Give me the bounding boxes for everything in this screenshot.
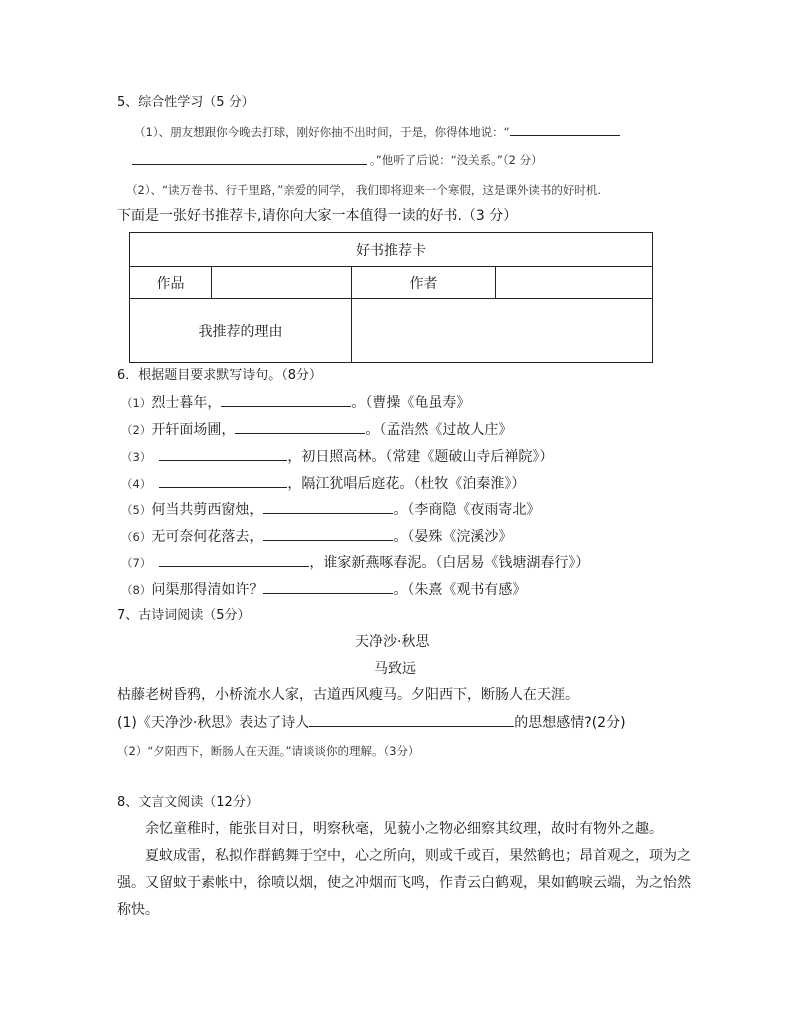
q6-item [121, 446, 553, 467]
poem-text: 枯藤老树昏鸦，小桥流水人家，古道西风瘦马。夕阳西下，断肠人在天涯。 [117, 687, 579, 703]
q6-item-blank[interactable] [159, 473, 287, 488]
q6-item [121, 473, 525, 494]
q6-item-after: 。（晏殊《浣溪沙》 [393, 529, 513, 545]
q8-para2-line2: 强。又留蚊于素帐中，徐喷以烟，使之冲烟而飞鸣，作青云白鹤观，果如鹤唳云端，为之怡然 [117, 875, 691, 891]
q6-item-after: ，谁家新燕啄春泥。（白居易《钱塘湖春行》） [309, 555, 590, 571]
q6-item-num: （6） [121, 530, 152, 544]
card-reason-label: 我推荐的理由 [130, 299, 352, 363]
q6-item-blank[interactable] [263, 579, 393, 594]
q6-item [121, 579, 526, 600]
q8-para2-line1: 夏蚊成雷，私拟作群鹤舞于空中，心之所向，则或千或百，果然鹤也；昂首观之，项为之 [145, 848, 691, 864]
q5-sub2-cont: 下面是一张好书推荐卡,请你向大家一本值得一读的好书.（3 分） [117, 208, 518, 224]
q8-para2-line3: 称快。 [117, 902, 159, 918]
q7-sub1-blank[interactable] [309, 712, 514, 727]
q5-title: 5、综合性学习（5 分） [117, 95, 255, 110]
q6-item [121, 419, 512, 440]
q5-sub1 [134, 121, 620, 142]
q6-item-before: 何当共剪西窗烛， [151, 502, 264, 518]
q6-item [121, 552, 589, 573]
q6-item-blank[interactable] [159, 552, 309, 567]
q6-item-before: 烈士暮年， [151, 395, 222, 411]
book-recommend-card [129, 232, 653, 363]
q6-item-after: 。（孟浩然《过故人庄》 [365, 422, 513, 438]
q6-item-num: （2） [121, 423, 152, 437]
q6-item-num: （7） [121, 556, 152, 570]
poem-title: 天净沙·秋思 [355, 634, 430, 650]
q6-item-num: （3） [121, 450, 152, 464]
q5-sub1-suffix: 。”他听了后说：“没关系。”（2 分） [370, 153, 543, 167]
q6-item-after: ，隔江犹唱后庭花。（杜牧《泊秦淮》） [287, 476, 526, 492]
q5-sub1-blank-b[interactable] [132, 164, 367, 165]
q6-item [121, 526, 512, 547]
q6-item-num: （8） [121, 583, 152, 597]
q6-title: 6．根据题目要求默写诗句。（8分） [117, 368, 323, 383]
card-work-field[interactable] [212, 267, 352, 299]
q6-item-num: （1） [121, 396, 152, 410]
q6-item-blank[interactable] [221, 392, 351, 407]
card-reason-field[interactable] [352, 299, 653, 363]
q6-item-blank[interactable] [263, 526, 393, 541]
q6-item-before: 开轩面场圃， [151, 422, 236, 438]
q6-item [121, 499, 540, 520]
q7-sub1 [117, 712, 626, 733]
q6-item-num: （4） [121, 477, 152, 491]
q6-item-after: 。（朱熹《观书有感》 [393, 582, 527, 598]
q7-sub2: （2）“夕阳西下，断肠人在天涯。”请谈谈你的理解。（3分） [117, 744, 420, 758]
q7-sub1-prefix: (1)《天净沙·秋思》表达了诗人 [117, 715, 310, 731]
q6-item-after: ，初日照高林。（常建《题破山寺后禅院》） [287, 449, 554, 465]
card-author-label: 作者 [352, 267, 496, 299]
poem-author: 马致远 [374, 661, 416, 677]
q5-sub1-blank-a[interactable] [510, 121, 620, 136]
card-work-label: 作品 [130, 267, 212, 299]
q5-sub2: （2）、“读万卷书、行千里路，”亲爱的同学， 我们即将迎来一个寒假，这是课外读书的好时机. [126, 183, 602, 197]
q6-item-before: 无可奈何花落去， [151, 529, 264, 545]
card-title: 好书推荐卡 [130, 233, 653, 267]
q6-item [121, 392, 470, 413]
q7-sub1-suffix: 的思想感情?(2分) [514, 715, 626, 731]
q6-item-blank[interactable] [159, 446, 287, 461]
q8-title: 8、文言文阅读（12分） [117, 795, 259, 810]
card-author-field[interactable] [496, 267, 653, 299]
q8-para1: 余忆童稚时，能张目对日，明察秋毫，见藐小之物必细察其纹理，故时有物外之趣。 [145, 821, 663, 837]
q6-item-before: 问渠那得清如许？ [151, 582, 264, 598]
q6-item-num: （5） [121, 503, 152, 517]
q7-title: 7、古诗词阅读（5分） [117, 608, 251, 623]
q5-sub1-prefix: （1）、朋友想跟你今晚去打球，刚好你抽不出时间，于是，你得体地说：“ [134, 125, 510, 139]
q6-item-after: 。（曹操《龟虽寿》 [351, 395, 471, 411]
q6-item-blank[interactable] [235, 419, 365, 434]
q6-item-after: 。（李商隐《夜雨寄北》 [393, 502, 541, 518]
q6-item-blank[interactable] [263, 499, 393, 514]
